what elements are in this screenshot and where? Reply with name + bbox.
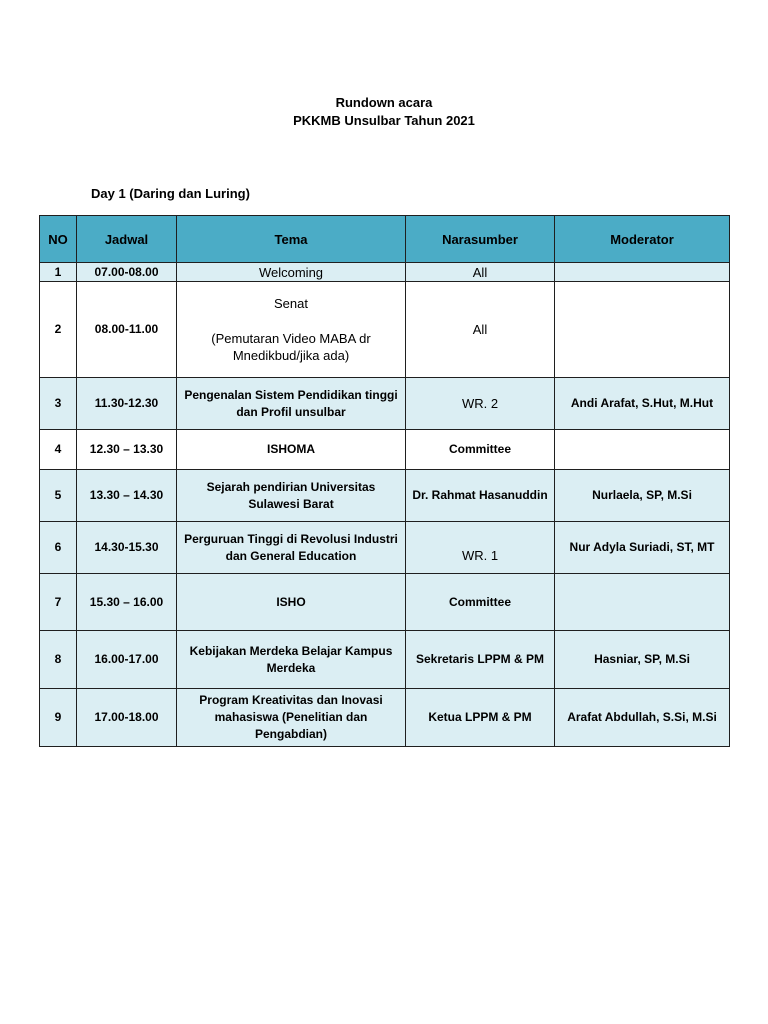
cell-jadwal: 08.00-11.00 <box>77 282 177 378</box>
cell-jadwal: 12.30 – 13.30 <box>77 430 177 470</box>
cell-no: 7 <box>40 574 77 631</box>
cell-moderator <box>555 282 730 378</box>
cell-no: 8 <box>40 631 77 689</box>
cell-narasumber: WR. 2 <box>406 378 555 430</box>
column-header-moderator: Moderator <box>555 216 730 263</box>
cell-no: 1 <box>40 263 77 282</box>
cell-tema: Pengenalan Sistem Pendidikan tinggi dan Profil unsulbar <box>177 378 406 430</box>
cell-narasumber: Committee <box>406 574 555 631</box>
cell-no: 5 <box>40 470 77 522</box>
cell-tema: Perguruan Tinggi di Revolusi Industri dan General Education <box>177 522 406 574</box>
cell-narasumber: Dr. Rahmat Hasanuddin <box>406 470 555 522</box>
cell-narasumber: All <box>406 263 555 282</box>
cell-tema: Welcoming <box>177 263 406 282</box>
cell-narasumber: Committee <box>406 430 555 470</box>
document-title <box>0 94 768 130</box>
title-line-1: Rundown acara <box>335 95 433 110</box>
cell-tema: Program Kreativitas dan Inovasi mahasiswa (Penelitian dan Pengabdian) <box>177 689 406 747</box>
cell-no: 4 <box>40 430 77 470</box>
column-header-narasumber: Narasumber <box>406 216 555 263</box>
cell-narasumber: All <box>406 282 555 378</box>
table-row <box>40 574 730 631</box>
tema-note: (Pemutaran Video MABA dr Mnedikbud/jika ada) <box>211 331 371 363</box>
cell-moderator: Nurlaela, SP, M.Si <box>555 470 730 522</box>
cell-moderator: Hasniar, SP, M.Si <box>555 631 730 689</box>
cell-jadwal: 16.00-17.00 <box>77 631 177 689</box>
table-header-row <box>40 216 730 263</box>
cell-no: 2 <box>40 282 77 378</box>
rundown-table <box>39 215 730 747</box>
table-row <box>40 689 730 747</box>
cell-jadwal: 07.00-08.00 <box>77 263 177 282</box>
cell-tema <box>177 282 406 378</box>
day-label: Day 1 (Daring dan Luring) <box>91 186 250 201</box>
table-row <box>40 522 730 574</box>
cell-narasumber: Ketua LPPM & PM <box>406 689 555 747</box>
column-header-jadwal: Jadwal <box>77 216 177 263</box>
table-row <box>40 282 730 378</box>
cell-tema: ISHO <box>177 574 406 631</box>
tema-title: Senat <box>274 296 308 311</box>
table-row <box>40 430 730 470</box>
cell-jadwal: 14.30-15.30 <box>77 522 177 574</box>
table-row <box>40 470 730 522</box>
cell-moderator: Nur Adyla Suriadi, ST, MT <box>555 522 730 574</box>
cell-moderator <box>555 574 730 631</box>
cell-no: 9 <box>40 689 77 747</box>
column-header-no: NO <box>40 216 77 263</box>
cell-narasumber: WR. 1 <box>406 522 555 574</box>
cell-jadwal: 15.30 – 16.00 <box>77 574 177 631</box>
column-header-tema: Tema <box>177 216 406 263</box>
table-row <box>40 263 730 282</box>
cell-moderator <box>555 263 730 282</box>
cell-jadwal: 17.00-18.00 <box>77 689 177 747</box>
title-line-2: PKKMB Unsulbar Tahun 2021 <box>293 113 475 128</box>
cell-moderator: Andi Arafat, S.Hut, M.Hut <box>555 378 730 430</box>
cell-moderator: Arafat Abdullah, S.Si, M.Si <box>555 689 730 747</box>
cell-tema: Kebijakan Merdeka Belajar Kampus Merdeka <box>177 631 406 689</box>
cell-no: 6 <box>40 522 77 574</box>
cell-no: 3 <box>40 378 77 430</box>
cell-moderator <box>555 430 730 470</box>
cell-narasumber: Sekretaris LPPM & PM <box>406 631 555 689</box>
cell-jadwal: 13.30 – 14.30 <box>77 470 177 522</box>
tema-spacer <box>181 312 401 330</box>
cell-tema: ISHOMA <box>177 430 406 470</box>
cell-jadwal: 11.30-12.30 <box>77 378 177 430</box>
cell-tema: Sejarah pendirian Universitas Sulawesi Barat <box>177 470 406 522</box>
table-row <box>40 378 730 430</box>
table-row <box>40 631 730 689</box>
